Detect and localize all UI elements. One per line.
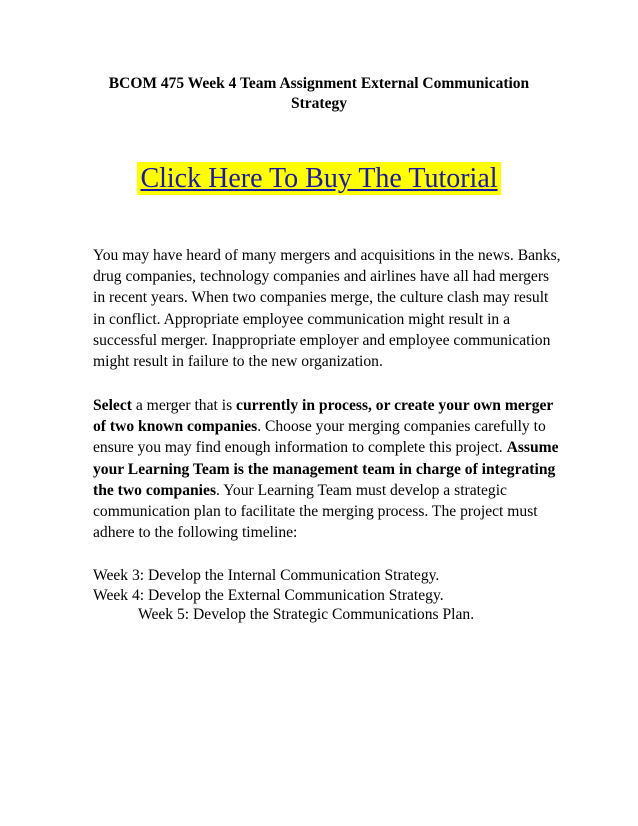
paragraph2-text-2: . Choose your merging companies carefully to ensure you may find enough information to complete this project. [93, 418, 546, 457]
intro-paragraph: You may have heard of many mergers and acquisitions in the news. Banks, drug companies, technology companies and airlines have all had mergers in recent years. When two companies merge, the culture clash may result in conflict. Appropriate employee communication might result in a successful merger. Inappropriate employer and employee communication might result in failure to the new organization. [93, 247, 561, 371]
bold-team-role: Assume your Learning Team is the management team in charge of integrating the two companies [93, 439, 559, 499]
title-line-2: Strategy [291, 95, 347, 112]
timeline-week-4: Week 4: Develop the External Communication Strategy. [93, 586, 444, 604]
assignment-paragraph [93, 395, 563, 543]
buy-tutorial-link[interactable]: Click Here To Buy The Tutorial [137, 162, 500, 195]
paragraph2-text-3: . Your Learning Team must develop a strategic communication plan to facilitate the merging process. The project must adhere to the following timeline: [93, 481, 538, 542]
timeline-list [93, 566, 563, 625]
title-line-1: BCOM 475 Week 4 Team Assignment External Communication [108, 75, 530, 92]
tutorial-link-container [0, 162, 638, 195]
bold-merger-instruction: currently in process, or create your own merger of two known companies [93, 397, 554, 436]
paragraph2-text-1: a merger that is [131, 397, 237, 414]
document-title [80, 74, 558, 114]
timeline-week-5: Week 5: Develop the Strategic Communications Plan. [138, 606, 475, 623]
timeline-week-3: Week 3: Develop the Internal Communication Strategy. [93, 567, 440, 584]
bold-select: Select [93, 397, 132, 414]
